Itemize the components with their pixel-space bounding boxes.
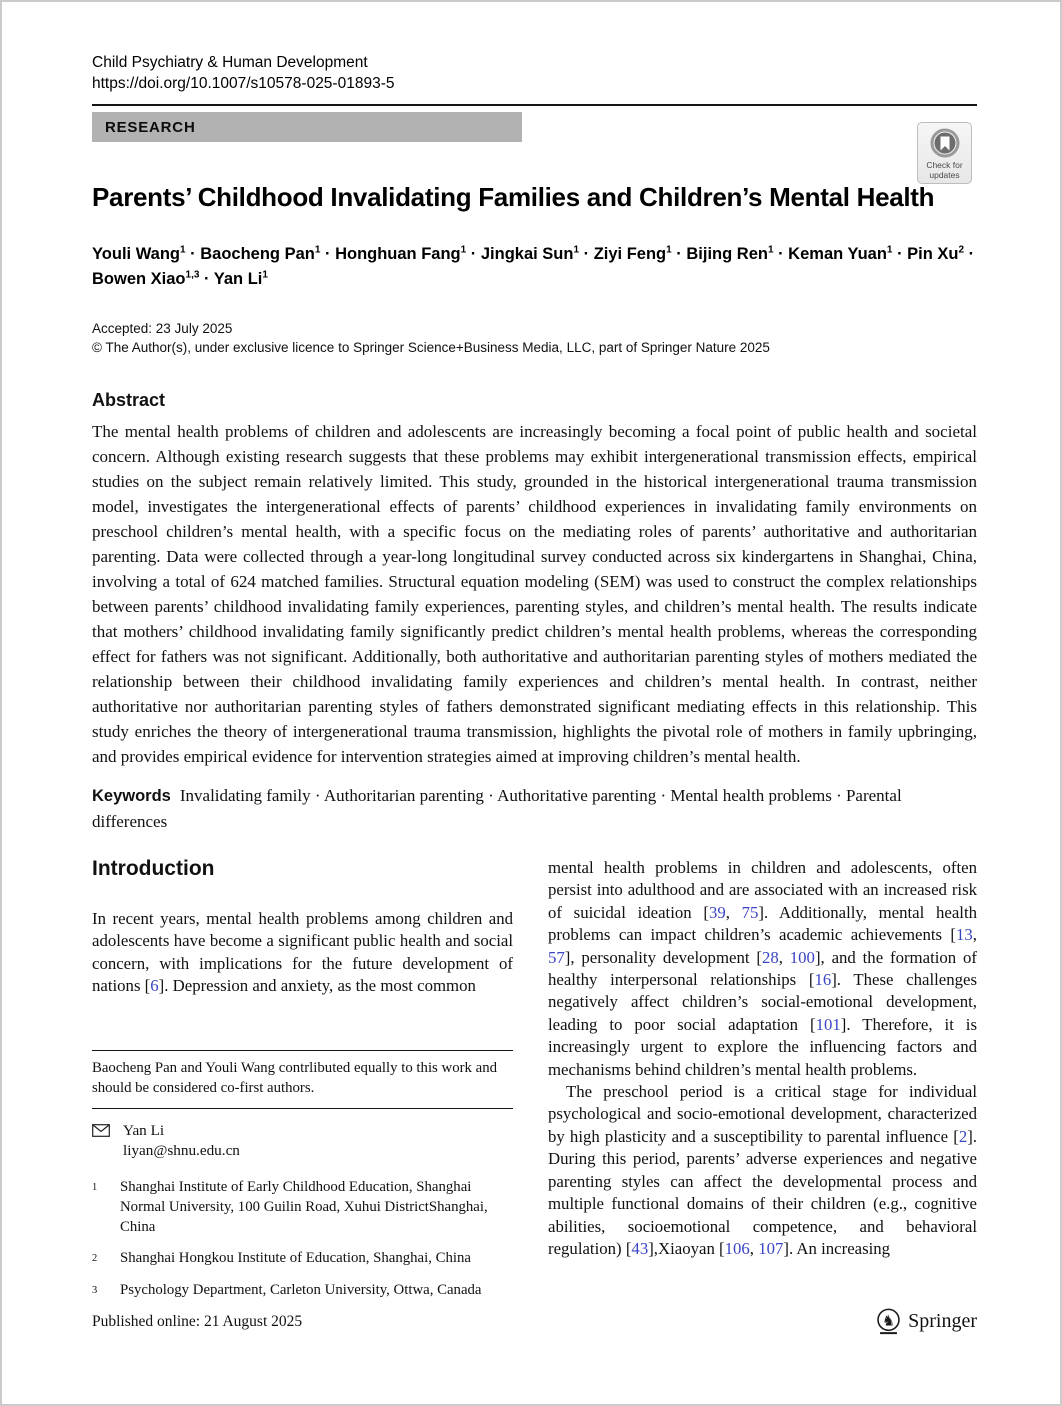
- citation-link[interactable]: 106: [724, 1238, 750, 1258]
- affiliation-item: [92, 1280, 513, 1301]
- affiliation-text: Shanghai Hongkou Institute of Education, Shanghai, China: [120, 1250, 471, 1266]
- affiliation-number: 1: [92, 1182, 98, 1193]
- springer-horse-icon: [875, 1308, 902, 1335]
- citation-link[interactable]: 107: [758, 1238, 784, 1258]
- article-type-banner: RESEARCH: [92, 112, 522, 142]
- citation-link[interactable]: 101: [815, 1014, 841, 1034]
- footnote-block: [92, 1050, 513, 1312]
- affiliation-item: [92, 1177, 513, 1237]
- affiliation-text: Shanghai Institute of Early Childhood Education, Shanghai Normal University, 100 Guilin Road, Xuhui DistrictShanghai, China: [120, 1179, 488, 1235]
- affiliation-item: [92, 1248, 513, 1269]
- author-line-2: Bowen Xiao$^{1,3}$ · Yan Li$^1$: [92, 269, 268, 288]
- citation-link[interactable]: 100: [789, 947, 815, 967]
- header-rule: [92, 104, 977, 106]
- introduction-paragraph-left: In recent years, mental health problems among children and adolescents have become a significant public health and social concern, with implications for the future development of nations [6]. Depression and anxiety, as the most common: [92, 909, 513, 996]
- citation-link[interactable]: 16: [814, 970, 832, 990]
- affiliation-list: [92, 1177, 513, 1301]
- keywords-label: Keywords: [92, 787, 171, 805]
- introduction-heading: Introduction: [92, 857, 215, 880]
- citation-link[interactable]: 75: [741, 902, 759, 922]
- introduction-paragraph-right-1: mental health problems in children and adolescents, often persist into adulthood and are associated with an increased risk of suicidal ideation [39, 75]. Additionally, mental health problems can impact children’s academic achievements [13, 57], personality development [28, 100], and the formation of healthy interpersonal relationships [16]. These challenges negatively affect children’s social-emotional development, leading to poor social adaptation [101]. Therefore, it is increasingly urgent to explore the influencing factors and mechanisms behind children’s mental health problems.: [548, 858, 978, 1079]
- svg-text:♞: ♞: [882, 1312, 896, 1330]
- article-meta: [92, 320, 977, 357]
- springer-logo: [875, 1308, 977, 1335]
- affiliation-number: 2: [92, 1253, 98, 1264]
- abstract-heading: Abstract: [92, 390, 166, 410]
- author-list: [92, 242, 977, 292]
- author-line-1: Youli Wang$^1$ · Baocheng Pan$^1$ · Honghuan Fang$^1$ · Jingkai Sun$^1$ · Ziyi Feng$^1$ · Bijing Ren$^1$ · Keman Yuan$^1$ · Pin $Xu^2$ ·: [92, 244, 975, 263]
- published-online-date: Published online: 21 August 2025: [92, 1312, 303, 1330]
- citation-link[interactable]: 6: [150, 976, 159, 996]
- check-updates-label-line1: Check for: [926, 160, 963, 170]
- citation-link[interactable]: 57: [548, 947, 565, 967]
- equal-contribution-note: Baocheng Pan and Youli Wang contrlibuted equally to this work and should be considered co-first authors.: [92, 1060, 497, 1096]
- article-title: Parents’ Childhood Invalidating Families and Children’s Mental Health: [92, 182, 935, 212]
- affiliation-text: Psychology Department, Carleton University, Ottwa, Canada: [120, 1282, 482, 1298]
- citation-link[interactable]: 39: [708, 902, 726, 922]
- abstract-section: [92, 390, 977, 834]
- check-for-updates-badge[interactable]: [917, 122, 972, 184]
- corresponding-name: Yan Li: [123, 1122, 165, 1139]
- check-updates-label: [926, 160, 962, 180]
- right-column: [548, 857, 977, 1260]
- citation-link[interactable]: 2: [958, 1126, 968, 1146]
- introduction-paragraph-right-2: The preschool period is a critical stage for individual psychological and socio-emotional development, characterized by high plasticity and a susceptibility to parental influence [2]. During this period, parents’ adverse experiences and negative parenting styles can affect the developmental process and multiple functional domains of their children (e.g., cognitive abilities, socioemotional competence, and behavioral regulation) [43],Xiaoyan [106, 107]. An increasing: [548, 1082, 977, 1258]
- journal-name: Child Psychiatry & Human Development: [92, 54, 368, 71]
- affiliation-number: 3: [92, 1285, 98, 1296]
- accepted-date: Accepted: 23 July 2025: [92, 321, 233, 336]
- keywords-line: [92, 783, 977, 834]
- corresponding-email[interactable]: liyan@shnu.edu.cn: [123, 1142, 240, 1159]
- springer-wordmark: Springer: [908, 1310, 977, 1332]
- keywords-text: Invalidating family · Authoritarian parenting · Authoritative parenting · Mental health problems · Parental differences: [92, 786, 902, 831]
- citation-link[interactable]: 13: [956, 925, 973, 945]
- page-header: [92, 52, 977, 142]
- corresponding-details: [123, 1121, 240, 1161]
- envelope-icon: [92, 1124, 110, 1137]
- citation-link[interactable]: 28: [761, 947, 779, 967]
- doi-link[interactable]: https://doi.org/10.1007/s10578-025-01893-5: [92, 75, 395, 92]
- citation-link[interactable]: 43: [631, 1238, 649, 1258]
- abstract-text: The mental health problems of children and adolescents are increasingly becoming a focal point of public health and societal concern. Although existing research suggests that these problems may exhibit intergenerational transmission effects, empirical studies on the subject remain relatively limited. This study, grounded in the historical intergenerational trauma transmission model, investigates the intergenerational effects of parents’ childhood experiences in invalidating family environments on preschool children’s mental health, with a specific focus on the mediating roles of parents’ authoritative and authoritarian parenting. Data were collected through a year-long longitudinal survey conducted across six kindergartens in Shanghai, China, involving a total of 624 matched families. Structural equation modeling (SEM) was used to construct the complex relationships between parents’ childhood invalidating family experiences, parenting styles, and children’s mental health. The results indicate that mothers’ childhood invalidating family significantly predict children’s mental health problems, whereas the corresponding effect for fathers was not significant. Additionally, both authoritative and authoritarian parenting styles of mothers mediated the relationship between their childhood invalidating family experiences and children’s mental health. In contrast, neither authoritative nor authoritarian parenting styles of fathers demonstrated significant mediating effects in this relationship. This study enriches the theory of intergenerational trauma transmission, highlights the pivotal role of mothers in family upbringing, and provides empirical evidence for intervention strategies aimed at improving children’s mental health.: [92, 422, 977, 766]
- check-updates-label-line2: updates: [929, 170, 960, 180]
- corresponding-author: [92, 1121, 513, 1161]
- page-footer: [92, 1308, 977, 1335]
- check-updates-icon: [929, 128, 961, 160]
- footnote-rule-bottom: [92, 1108, 513, 1109]
- copyright-line: © The Author(s), under exclusive licence to Springer Science+Business Media, LLC, part of Springer Nature 2025: [92, 339, 770, 355]
